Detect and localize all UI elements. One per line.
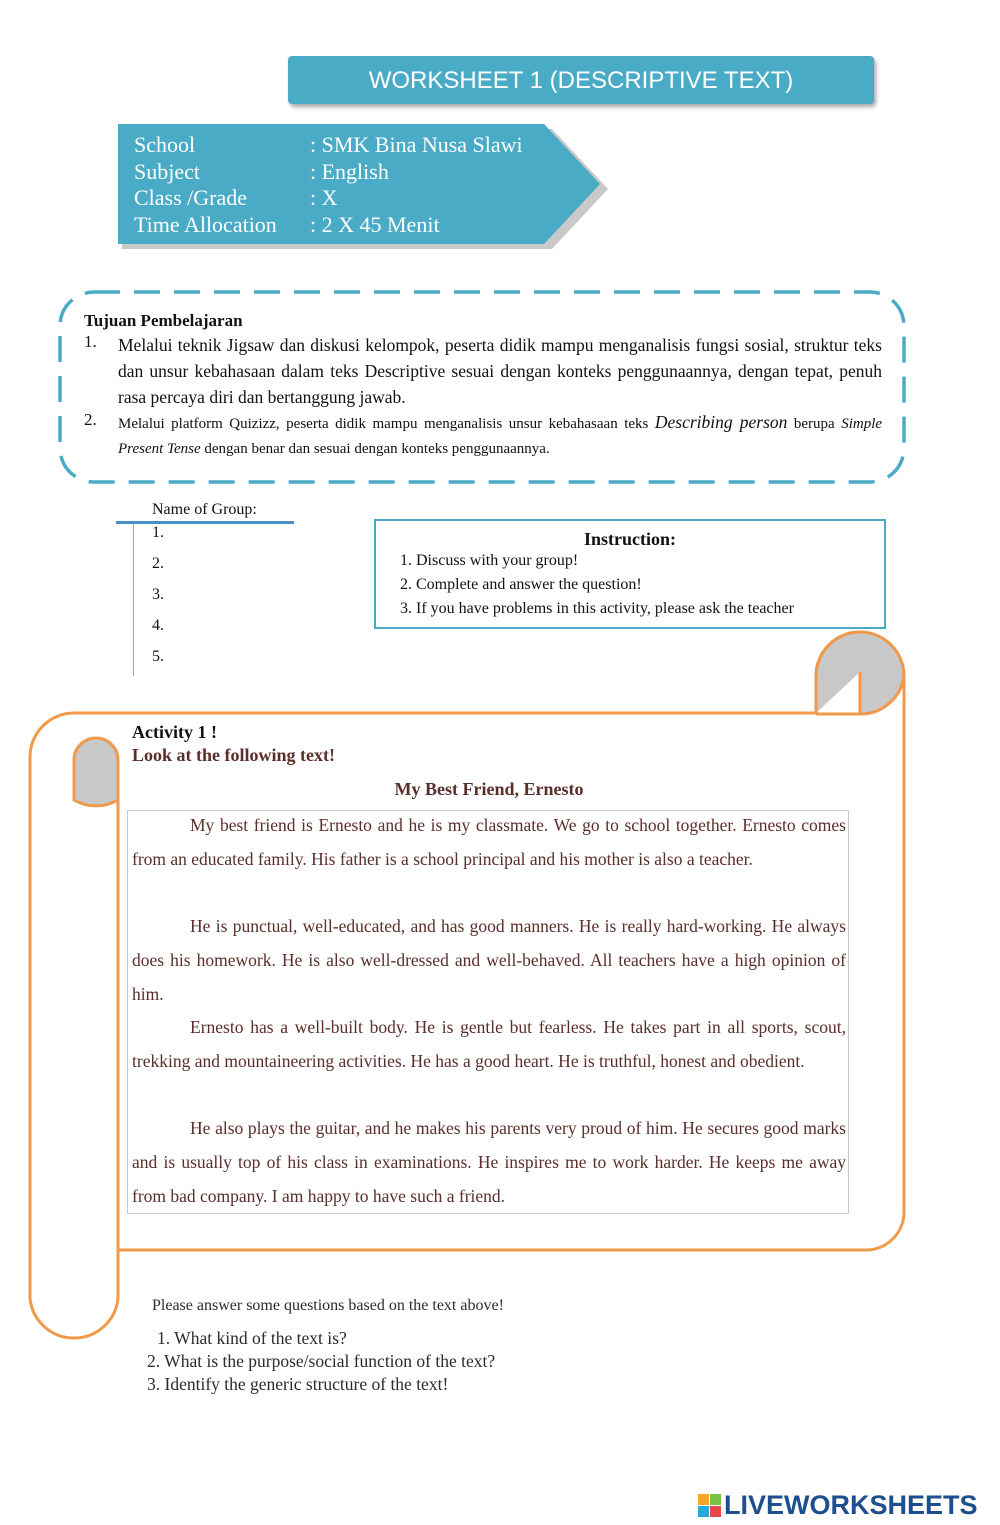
question-3: 3. Identify the generic structure of the text!	[147, 1374, 449, 1394]
reading-paragraph-2: He is punctual, well-educated, and has good manners. He is really hard-working. He always does his homework. He is also well-dressed and well-behaved. All teachers have a high opinion of him.	[132, 916, 846, 1004]
group-member-3: 3.	[152, 586, 164, 603]
worksheet-title: WORKSHEET 1 (DESCRIPTIVE TEXT)	[288, 56, 874, 104]
group-member-1: 1.	[152, 524, 164, 541]
group-member-5: 5.	[152, 648, 164, 665]
liveworksheets-badge-icon	[698, 1494, 722, 1518]
info-row-class: Class /Grade : X	[134, 185, 338, 210]
reading-text-box	[127, 810, 849, 1214]
reading-paragraph-1: My best friend is Ernesto and he is my classmate. We go to school together. Ernesto comes from an educated family. His father is a school principal and his mother is also a teacher.	[132, 815, 846, 869]
reading-paragraph-4: He also plays the guitar, and he makes his parents very proud of him. He secures good marks and is usually top of his class in examinations. He inspires me to work harder. He keeps me away from bad company. I am happy to have such a friend.	[132, 1118, 846, 1206]
info-row-time: Time Allocation : 2 X 45 Menit	[134, 212, 440, 237]
reading-paragraph-3: Ernesto has a well-built body. He is gentle but fearless. He takes part in all sports, scout, trekking and mountaineering activities. He has a good heart. He is truthful, honest and obedient.	[132, 1017, 846, 1071]
activity-subtitle: Look at the following text!	[132, 745, 335, 765]
instruction-item-2: 2. Complete and answer the question!	[400, 576, 642, 593]
reading-text-title: My Best Friend, Ernesto	[394, 779, 584, 799]
group-member-4: 4.	[152, 617, 164, 634]
questions-intro: Please answer some questions based on the text above!	[152, 1297, 504, 1314]
objective-text-2: Melalui platform Quizizz, peserta didik mampu menganalisis unsur kebahasaan teks Describing person berupa Simple Present Tense dengan benar dan sesuai dengan konteks penggunaannya.	[118, 412, 883, 457]
activity-title: Activity 1 !	[132, 722, 217, 742]
group-label: Name of Group:	[152, 501, 257, 518]
scroll-left-curl	[74, 738, 118, 806]
instruction-item-3: 3. If you have problems in this activity, please ask the teacher	[400, 600, 794, 617]
instruction-box	[374, 519, 886, 629]
instruction-title: Instruction:	[583, 529, 676, 549]
objectives-title: Tujuan Pembelajaran	[84, 311, 243, 330]
question-1: 1. What kind of the text is?	[157, 1328, 347, 1348]
objective-number-2: 2.	[84, 410, 97, 429]
objective-number-1: 1.	[84, 332, 97, 351]
liveworksheets-logo-text: LIVEWORKSHEETS	[724, 1490, 978, 1520]
scroll-top-curl	[816, 632, 904, 714]
objective-text-1: Melalui teknik Jigsaw dan diskusi kelompok, peserta didik mampu menganalisis fungsi sosial, struktur teks dan unsur kebahasaan dalam teks Descriptive sesuai dengan konteks penggunaannya, dengan tepat, penuh rasa percaya diri dan bertanggung jawab.	[118, 335, 882, 407]
group-member-2: 2.	[152, 555, 164, 572]
info-row-school: School : SMK Bina Nusa Slawi	[134, 132, 523, 157]
info-row-subject: Subject : English	[134, 159, 389, 184]
instruction-item-1: 1. Discuss with your group!	[400, 552, 579, 569]
question-2: 2. What is the purpose/social function of the text?	[147, 1351, 496, 1371]
